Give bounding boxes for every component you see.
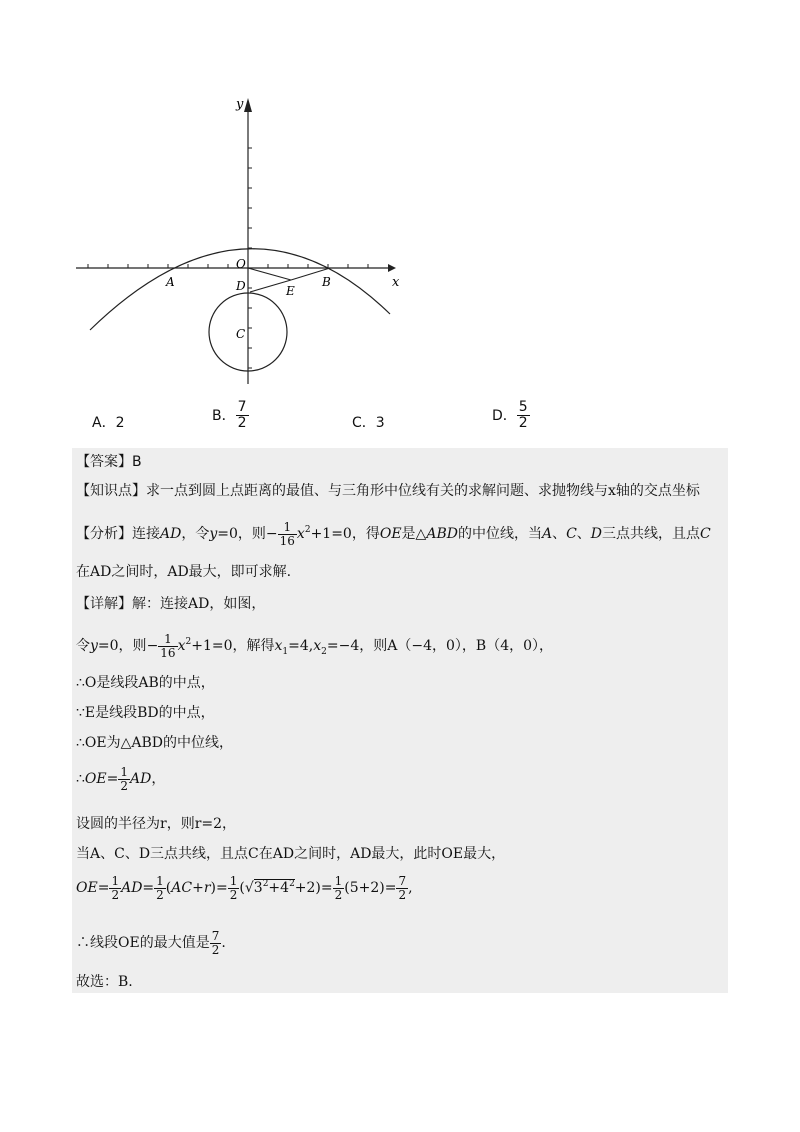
label-d: D — [236, 279, 246, 293]
option-b — [212, 400, 249, 430]
detail-text-6b: ， — [151, 771, 166, 788]
label-b: B — [322, 275, 331, 289]
detail-text-10b: . — [221, 935, 226, 952]
math-oe: OE — [379, 526, 402, 542]
option-b-den: 2 — [237, 414, 247, 431]
analysis-text-4: ，得 — [351, 526, 380, 542]
answer-tag: 【答案】 — [76, 454, 132, 470]
detail-text-1: 解：连接AD，如图， — [132, 596, 266, 612]
option-d-letter: D． — [492, 408, 517, 425]
detail-line-7 — [76, 814, 236, 834]
detail-line-8 — [76, 844, 505, 864]
option-d — [492, 400, 530, 430]
math-y: y — [209, 526, 218, 542]
equation-max-oe: OE= $\frac{1}{2}$ AD= $\frac{1}{2}$ (AC+r)= $\frac{1}{2}$ $(√3^2+4^2+2)=$ $\frac{1}{2}$ (5+2)= $\frac{7}{2}$ , — [76, 873, 413, 902]
label-a: A — [166, 275, 175, 289]
math-abd: ABD — [426, 526, 458, 542]
analysis-text-5: 是△ — [401, 526, 427, 542]
detail-line-3 — [76, 673, 215, 693]
detail-text-10a: ∴线段OE的最大值是 — [76, 935, 210, 952]
equation-oe-half-ad: OE= $\frac{1}{2}$ AD — [84, 765, 152, 793]
detail-text-7: 设圆的半径为r，则r=2， — [76, 816, 237, 832]
detail-tag: 【详解】 — [76, 596, 132, 612]
equation-roots: $x_1=4,x_2=-4$ — [274, 638, 360, 657]
option-c-letter: C． — [352, 415, 376, 431]
answer-line — [76, 452, 142, 472]
analysis-line-1: 【分析】连接AD，令y=0，则− $\frac{1}{16}$ $x^2+1=0$，得OE是△ABD的中位线，当A、C、D三点共线，且点C — [76, 519, 711, 548]
analysis-text-6: 的中位线，当 — [457, 526, 542, 542]
x-axis-arrow — [388, 264, 396, 272]
parabola-circle-figure — [70, 92, 410, 392]
detail-text-5: ∴OE为△ABD的中位线， — [76, 735, 233, 751]
math-c: C — [700, 526, 711, 542]
option-a-value: 2 — [115, 415, 125, 431]
analysis-text-3: =0，则 — [217, 526, 266, 542]
option-a — [92, 412, 125, 432]
detail-line-10 — [76, 930, 226, 956]
knowledge-line — [76, 481, 700, 501]
option-d-den: 2 — [518, 414, 528, 431]
knowledge-tag: 【知识点】 — [76, 483, 146, 499]
max-value-fraction: $\frac{7}{2}$ — [211, 929, 220, 957]
equation-parabola-2: − $\frac{1}{16}$ $x^2+1=0$ — [146, 631, 233, 660]
analysis-line-2 — [76, 562, 291, 582]
analysis-tag: 【分析】 — [76, 526, 132, 542]
answer-value: B — [132, 454, 142, 470]
analysis-text-7: 三点共线，且点 — [602, 526, 701, 542]
option-d-num: 5 — [518, 399, 528, 415]
detail-text-4: ∵E是线段BD的中点， — [76, 705, 215, 721]
detail-text-2d: ，则A（−4，0），B（4，0）， — [359, 638, 554, 654]
detail-text-8: 当A、C、D三点共线，且点C在AD之间时，AD最大，此时OE最大， — [76, 846, 506, 862]
detail-text-2a: 令 — [76, 638, 90, 654]
label-c: C — [236, 327, 246, 341]
analysis-text-1: 连接 — [132, 526, 160, 542]
detail-text-3: ∴O是线段AB的中点， — [76, 675, 215, 691]
detail-line-5 — [76, 733, 233, 753]
equation-parabola: − $\frac{1}{16}$ $x^2+1=0$ — [265, 519, 352, 548]
y-axis-arrow — [244, 98, 252, 112]
detail-text-2c: ，解得 — [232, 638, 275, 654]
detail-line-2: 令y=0，则− $\frac{1}{16}$ $x^2+1=0$，解得$x_1=4,x_2=-4$，则A（−4，0），B（4，0）， — [76, 631, 554, 660]
analysis-text-2: ，令 — [181, 526, 210, 542]
math-acd: A — [541, 526, 553, 542]
detail-text-2b: =0，则 — [97, 638, 147, 654]
math-ad: AD — [160, 526, 182, 542]
detail-text-6a: ∴ — [76, 771, 85, 788]
label-e: E — [286, 284, 295, 298]
detail-line-6 — [76, 766, 165, 792]
analysis-text-8: 在AD之间时，AD最大，即可求解. — [76, 564, 292, 580]
detail-line-9 — [76, 874, 413, 901]
segment-de — [250, 280, 291, 292]
detail-text-11: 故选：B. — [76, 974, 133, 990]
option-b-num: 7 — [237, 399, 247, 415]
option-d-fraction — [517, 400, 530, 430]
option-c — [352, 412, 385, 432]
knowledge-text: 求一点到圆上点距离的最值、与三角形中位线有关的求解问题、求抛物线与x轴的交点坐标 — [146, 483, 700, 499]
label-y: y — [236, 97, 244, 112]
option-b-fraction — [236, 400, 249, 430]
detail-line-11 — [76, 972, 133, 992]
option-a-letter: A． — [92, 415, 116, 431]
label-x: x — [392, 275, 400, 290]
option-b-letter: B． — [212, 408, 236, 425]
segment-oe — [248, 268, 291, 280]
detail-line-1 — [76, 594, 265, 614]
option-c-value: 3 — [375, 415, 385, 431]
detail-line-4 — [76, 703, 215, 723]
label-o: O — [236, 257, 246, 271]
